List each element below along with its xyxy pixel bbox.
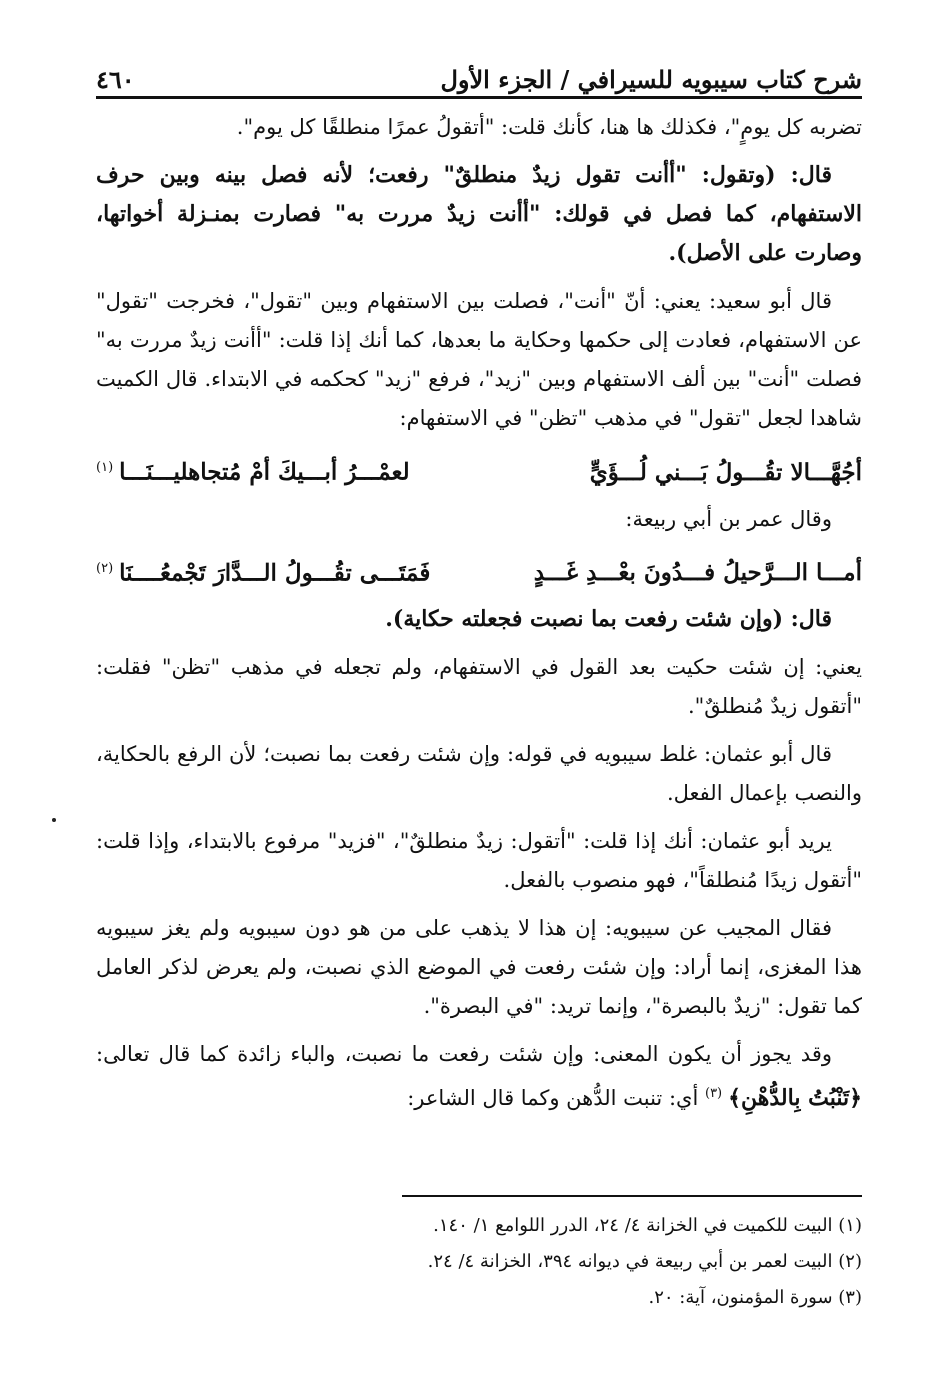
main-text	[96, 108, 862, 1127]
page-number: ٤٦٠	[96, 65, 135, 94]
paragraph: يعني: إن شئت حكيت بعد القول في الاستفهام، ولم تجعله في مذهب "تظن" فقلت: "أتقول زيدٌ مُنطلقٌ".	[96, 655, 862, 719]
paragraph-text: أي: تنبت الدُّهن وكما قال الشاعر:	[407, 1086, 705, 1111]
verse-intro: وقال عمر بن أبي ربيعة:	[625, 506, 832, 531]
verse-kumayt	[96, 447, 862, 494]
paragraph: يريد أبو عثمان: أنك إذا قلت: "أتقول: زيدٌ منطلقٌ"، "فزيد" مرفوع بالابتداء، وإذا قلت: "أتقول زيدًا مُنطلقاً"، فهو منصوب بالفعل.	[96, 829, 862, 893]
ink-dot	[52, 818, 56, 822]
paragraph: فقال المجيب عن سيبويه: إن هذا لا يذهب على من هو دون سيبويه ولم يغز سيبويه هذا المغزى، إنما أراد: وإن شئت رفعت في الموضع الذي نصبت، ولم يعرض لذكر العامل كما تقول: "زيدٌ بالبصرة"، وإنما تريد: "في البصرة".	[96, 916, 862, 1019]
book-title: شرح كتاب سيبويه للسيرافي / الجزء الأول	[440, 65, 862, 94]
sibawayh-quote: قال: (وتقول: "أأنت تقول زيدٌ منطلقٌ" رفعت؛ لأنه فصل بينه وبين حرف الاستفهام، كما فصل في قولك: "أأنت زيدٌ مررت به" فصارت بمنـزلة أخواتها، وصارت على الأصل).	[96, 162, 862, 266]
paragraph-with-quran	[96, 1035, 862, 1118]
footnote-rule	[402, 1195, 862, 1197]
footnote: (٣) سورة المؤمنون، آية: ٢٠.	[648, 1287, 862, 1308]
running-header	[96, 52, 862, 94]
sibawayh-quote: قال: (وإن شئت رفعت بما نصبت فجعلته حكاية).	[385, 606, 832, 633]
footnote: (٢) البيت لعمر بن أبي ربيعة في ديوانه ٣٩٤، الخزانة ٤/ ٢٤.	[427, 1251, 862, 1272]
verse-hemistich-second	[96, 548, 430, 595]
quran-verse: ﴿تَنْبُتُ بِالدُّهْنِ﴾	[728, 1085, 862, 1112]
footnote-marker: (٣)	[704, 1086, 723, 1102]
header-rule	[96, 96, 862, 99]
verse-hemistich-first: أمـــا الـــرَّحيلُ فـــدُونَ بعْـــدِ غَـــدٍ	[533, 559, 862, 587]
footnotes	[96, 1208, 862, 1316]
paragraph-text: وقد يجوز أن يكون المعنى: وإن شئت رفعت ما نصبت، والباء زائدة كما قال تعالى:	[96, 1042, 832, 1067]
paragraph: تضربه كل يومٍ"، فكذلك ها هنا، كأنك قلت: "أتقولُ عمرًا منطلقًا كل يوم".	[236, 115, 862, 139]
verse-umar	[96, 548, 862, 595]
footnote: (١) البيت للكميت في الخزانة ٤/ ٢٤، الدرر اللوامع ١/ ١٤٠.	[433, 1215, 862, 1236]
footnote-marker: (٢)	[96, 560, 114, 576]
verse-hemistich-second-text: فَمَتَـــى تقُـــولُ الـــدَّارَ تَجْمعُــــنَا	[119, 559, 431, 587]
verse-hemistich-first: أجُهَّـــالا تقُـــولُ بَـــني لُـــؤَيٍّ	[589, 458, 862, 486]
verse-hemistich-second-text: لعمْـــرُ أبـــيكَ أمْ مُتجاهليـــنَـــا	[119, 458, 410, 486]
paragraph: قال أبو سعيد: يعني: أنّ "أنت"، فصلت بين الاستفهام وبين "تقول"، فخرجت "تقول" عن الاستفهام، فعادت إلى حكمها وحكاية ما بعدها، كما أنك إذا قلت: "أأنت زيدٌ مررت به" فصلت "أنت" بين ألف الاستفهام وبين "زيد"، فرفع "زيد" كحكمه في الابتداء. قال الكميت شاهدا لجعل "تقول" في مذهب "تظن" في الاستفهام:	[96, 289, 862, 430]
paragraph: قال أبو عثمان: غلط سيبويه في قوله: وإن شئت رفعت بما نصبت؛ لأن الرفع بالحكاية، والنصب بإعمال الفعل.	[96, 742, 862, 806]
verse-hemistich-second	[96, 447, 410, 494]
footnote-marker: (١)	[96, 460, 114, 475]
